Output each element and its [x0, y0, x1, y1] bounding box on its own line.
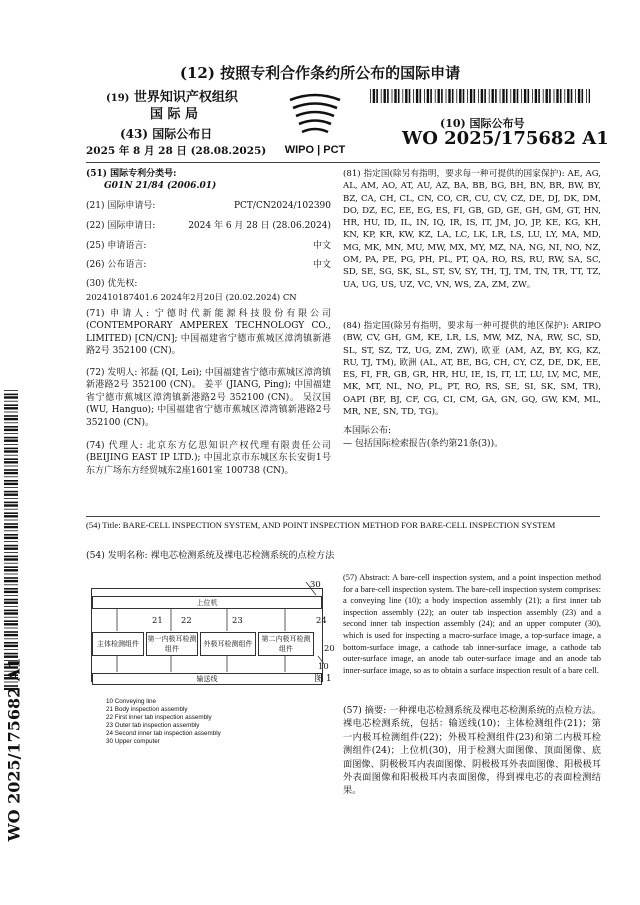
- org-subname: 国 际 局: [150, 107, 199, 122]
- wipo-logo-text: WIPO | PCT: [284, 144, 346, 156]
- field-26-label: (26) 公布语言:: [86, 260, 147, 270]
- field-21: [86, 200, 331, 212]
- publication-item: — 包括国际检索报告(条约第21条(3))。: [343, 439, 504, 449]
- field-74: (74) 代理人: 北京东方亿思知识产权代理有限责任公司 (BEIJING EAST IP LTD.); 中国北京市东城区东长安街1号东方广场东方经贸城东2座1601室 100738 (CN)。: [86, 441, 331, 476]
- figure-1: [86, 578, 338, 688]
- publication-heading: 本国际公布:: [343, 426, 392, 436]
- legend-item: 30 Upper computer: [106, 737, 160, 745]
- fig-ref-22: 22: [181, 615, 192, 625]
- document-title: (12) 按照专利合作条约所公布的国际申请: [179, 64, 461, 82]
- pubdate-label: (43) 国际公布日: [120, 127, 213, 141]
- legend-item: 10 Conveying line: [106, 698, 157, 705]
- fig-upper-computer: 上位机: [92, 596, 322, 609]
- field-25: [86, 240, 331, 252]
- field-71: (71) 申请人: 宁德时代新能源科技股份有限公司 (CONTEMPORARY AMPEREX TECHNOLOGY CO., LIMITED) [CN/CN]; 中国福建省宁德市蕉城区漳湾镇新港路2号 352100 (CN)。: [86, 309, 331, 357]
- field-51-value: G01N 21/84 (2006.01): [104, 181, 217, 191]
- figure-legend: [106, 698, 221, 745]
- field-30-value: 202410187401.6 2024年2月20日 (20.02.2024) CN: [86, 292, 297, 302]
- field-51-label: (51) 国际专利分类号:: [86, 169, 177, 179]
- legend-item: 24 Second inner tab inspection assembly: [106, 729, 221, 737]
- abstract-cn: (57) 摘要: 一种裸电芯检测系统及裸电芯检测系统的点检方法。裸电芯检测系统，包括：输送线(10)；主体检测组件(21)；第一内极耳检测组件(22)；外极耳检测组件(23)和第二内极耳检测组件(24)；上位机(30)，用于检测大面图像、顶面图像、底面图像、阴极极耳内表面图像、阴极极耳外表面图像、阳极极耳外表面图像和阳极极耳内表面图像，得到裸电芯的表面检测结果。: [343, 705, 601, 797]
- sidebar: [2, 390, 60, 860]
- header-divider: [86, 162, 600, 163]
- pubno-label: (10) 国际公布号: [440, 117, 525, 130]
- pubdate-value: 2025 年 8 月 28 日 (28.08.2025): [86, 145, 267, 157]
- field-72: (72) 发明人: 祁磊 (QI, Lei); 中国福建省宁德市蕉城区漳湾镇新港路2号 352100 (CN)。 姜平 (JIANG, Ping); 中国福建省宁德市蕉城区漳湾镇新港路2号 352100 (CN)。 吴汉国(WU, Hanguo); 中国福建省宁德市蕉城区漳湾镇新港路2号 352100 (CN)。: [86, 368, 331, 428]
- field-25-label: (25) 申请语言:: [86, 241, 147, 251]
- fig-outer-assembly: 外极耳检测组件: [200, 632, 256, 656]
- org-number: (19): [106, 93, 130, 104]
- title-54-en: (54) Title: BARE-CELL INSPECTION SYSTEM, AND POINT INSPECTION METHOD FOR BARE-CELL INSPECTION SYSTEM: [86, 520, 556, 530]
- fig-ref-20: 20: [324, 643, 335, 653]
- field-30-label: (30) 优先权:: [86, 279, 138, 289]
- legend-item: 22 First inner tab inspection assembly: [106, 713, 212, 721]
- field-22: [86, 220, 331, 232]
- field-26-value: 中文: [312, 260, 331, 270]
- fig-label: 图 1: [314, 674, 332, 684]
- org-name: 世界知识产权组织: [133, 90, 238, 105]
- field-25-value: 中文: [312, 241, 331, 251]
- legend-item: 21 Body inspection assembly: [106, 705, 188, 713]
- field-84: (84) 指定国(除另有指明，要求每一种可提供的地区保护): ARIPO (BW, CV, GH, GM, KE, LR, LS, MW, MZ, NA, RW, SC, SD, SL, ST, SZ, TZ, UG, ZM, ZW), 欧亚 (AM, AZ, BY, KG, KZ, RU, TJ, TM), 欧洲 (AL, AT, BE, BG, CH, CY, CZ, DE, DK, EE, ES, FI, FR, GB, GR, HR, HU, IE, IS, IT, LT, LU, LV, MC, ME, MK, MT, NL, NO, PL, PT, RO, RS, SE, SI, SK, SM, TR), OAPI (BF, BJ, CF, CG, CI, CM, GA, GN, GQ, GW, KM, ML, MR, NE, SN, TD, TG)。: [343, 321, 601, 418]
- barcode: [370, 88, 590, 102]
- wipo-logo: [280, 88, 350, 158]
- pubno-value: WO 2025/175682 A1: [402, 128, 609, 149]
- field-21-label: (21) 国际申请号:: [86, 201, 156, 211]
- title-divider: [86, 516, 600, 517]
- side-pubno: WO 2025/175682 A1: [4, 657, 24, 842]
- fig-inner1-assembly: 第一内极耳检测组件: [146, 632, 198, 656]
- field-21-value: PCT/CN2024/102390: [233, 201, 331, 211]
- legend-item: 23 Outer tab inspection assembly: [106, 721, 200, 729]
- field-26: [86, 259, 331, 271]
- fig-ref-10: 10: [318, 661, 329, 671]
- abstract-en: (57) Abstract: A bare-cell inspection system, and a point inspection method for a bare-cell inspection system. The bare-cell inspection system comprises: a conveying line (10); a body inspection assembly (21); a first inner tab inspection assembly (22); an outer tab inspection assembly (23) and a second inner tab inspection assembly (24); and an upper computer (30), which is used for inspecting a macro-surface image, a top-surface image, a bottom-surface image, a cathode tab inner-surface image, a cathode tab outer-surface image, an anode tab outer-surface image and an anode tab inner-surface image, so as to obtain a surface inspection result of a bare cell.: [343, 573, 601, 675]
- field-22-label: (22) 国际申请日:: [86, 221, 156, 231]
- fig-ref-24: 24: [316, 615, 327, 625]
- fig-inner2-assembly: 第二内极耳检测组件: [258, 632, 314, 656]
- field-22-value: 2024 年 6 月 28 日 (28.06.2024): [188, 221, 331, 231]
- field-81: (81) 指定国(除另有指明，要求每一种可提供的国家保护): AE, AG, AL, AM, AO, AT, AU, AZ, BA, BB, BG, BH, BN, BR, BW, BY, BZ, CA, CH, CL, CN, CO, CR, CU, CV, CZ, DE, DJ, DK, DM, DO, DZ, EC, EE, EG, ES, FI, GB, GD, GE, GH, GM, GT, HN, HR, HU, ID, IL, IN, IQ, IR, IS, IT, JM, JO, JP, KE, KG, KH, KN, KP, KR, KW, KZ, LA, LC, LK, LR, LS, LU, LY, MA, MD, MG, MK, MN, MU, MW, MX, MY, MZ, NA, NG, NI, NO, NZ, OM, PA, PE, PG, PH, PL, PT, QA, RO, RS, RU, RW, SA, SC, SD, SE, SG, SK, SL, ST, SV, SY, TH, TJ, TM, TN, TR, TT, TZ, UA, UG, US, UZ, VC, VN, WS, ZA, ZM, ZW。: [343, 169, 601, 290]
- figure-arrows: [86, 578, 338, 688]
- title-54-cn: (54) 发明名称: 裸电芯检测系统及裸电芯检测系统的点检方法: [86, 550, 335, 561]
- fig-conveying-line: 输送线: [92, 673, 322, 685]
- fig-ref-30: 30: [310, 579, 321, 589]
- fig-ref-21: 21: [152, 615, 163, 625]
- fig-body-assembly: 主体检测组件: [92, 632, 144, 656]
- fig-ref-23: 23: [232, 615, 243, 625]
